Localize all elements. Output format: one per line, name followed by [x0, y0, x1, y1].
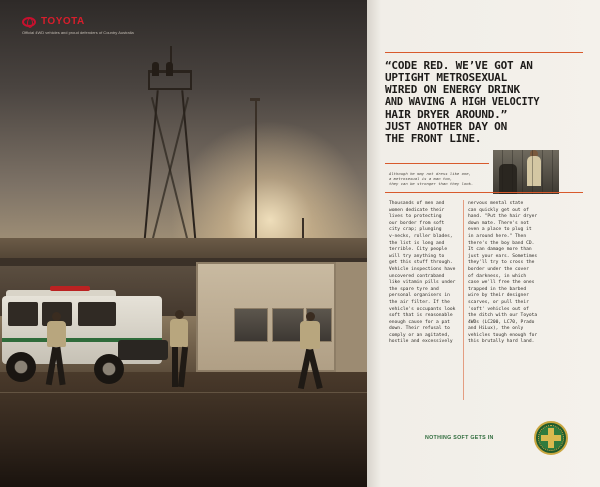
headline-line: WIRED ON ENERGY DRINK [385, 83, 520, 97]
headline-line: UPTIGHT METROSEXUAL [385, 71, 508, 85]
brand-lockup [22, 16, 85, 27]
vehicle-window [8, 302, 38, 326]
tower-guard [166, 62, 173, 76]
body-column-left [389, 201, 463, 346]
caption-line: Although he may not dress like one, [389, 171, 471, 176]
checkpoint-canopy [0, 238, 367, 260]
headline-top-rule [385, 52, 583, 53]
inset-fence [493, 150, 559, 194]
vehicle-wheel [94, 354, 124, 384]
booth-side-wall [336, 262, 367, 372]
vehicle-lightbar [50, 286, 90, 291]
copy-page [367, 0, 600, 487]
lamp-head [250, 98, 260, 101]
campaign-tagline: NOTHING SOFT GETS IN [425, 435, 494, 441]
caption-line: they can be stronger than they look. [389, 181, 474, 186]
inspection-booth [196, 262, 336, 372]
body-top-rule [385, 192, 583, 193]
toyota-logo-icon [22, 17, 36, 27]
lamp-post [255, 100, 257, 240]
body-column-right [468, 201, 542, 346]
headline-line: “CODE RED. WE’VE GOT AN [385, 59, 533, 72]
headline-line: THE FRONT LINE. [385, 132, 482, 146]
caption-top-rule [385, 163, 489, 164]
brand-tagline: Official 4WD vehicles and proud defenders of Country Australia [22, 30, 134, 35]
vehicle-bull-bar [118, 340, 168, 360]
headline [385, 60, 585, 145]
inset-photo [493, 150, 559, 194]
body-text: nervous mental state can quickly get out of hand. "Put the hair dryer down mate. There's not even a place to plug it in around here." Then there's the boy band CD. It can damage more than just your ears. Sometimes they'll try to cross the border under the cover of darkness, in which case we'll free the ones trapped in the barbed wire by their designer scarves, or pull their 'soft' vehicles out of the ditch with our Toyota 4WDs (LC200, LC70, Prado and HiLux), the only vehicles tough enough for this brutally hard land. [468, 201, 538, 345]
column-divider [463, 200, 464, 400]
headline-line: AND WAVING A HIGH VELOCITY [385, 96, 540, 108]
caption-line: a metrosexual is a man too, [389, 176, 453, 181]
headline-line: HAIR DRYER AROUND.” [385, 107, 508, 121]
border-patrol-badge-icon [534, 421, 568, 455]
tower-guard [152, 62, 159, 76]
photo-caption [389, 171, 489, 186]
body-text: Thousands of men and women dedicate their lives to protecting our border from soft city crap; plunging v-necks, roller blades, the list is long and terrible. City people will try anything to get this stuff through. Vehicle inspections have uncovered contraband like vitamin pills under the spare tyre and personal organisers in the air filter. If the vehicle's occupants look soft that is reasonable enough cause for a pat down. Their refusal to comply or an agitated, hostile and excessively [389, 201, 456, 345]
booth-window [234, 308, 268, 342]
headline-line: JUST ANOTHER DAY ON [385, 120, 508, 134]
road-marking [0, 392, 367, 393]
brand-name: TOYOTA [41, 16, 85, 27]
vehicle-wheel [6, 352, 36, 382]
ground [0, 372, 367, 487]
vehicle-windscreen [78, 302, 116, 326]
